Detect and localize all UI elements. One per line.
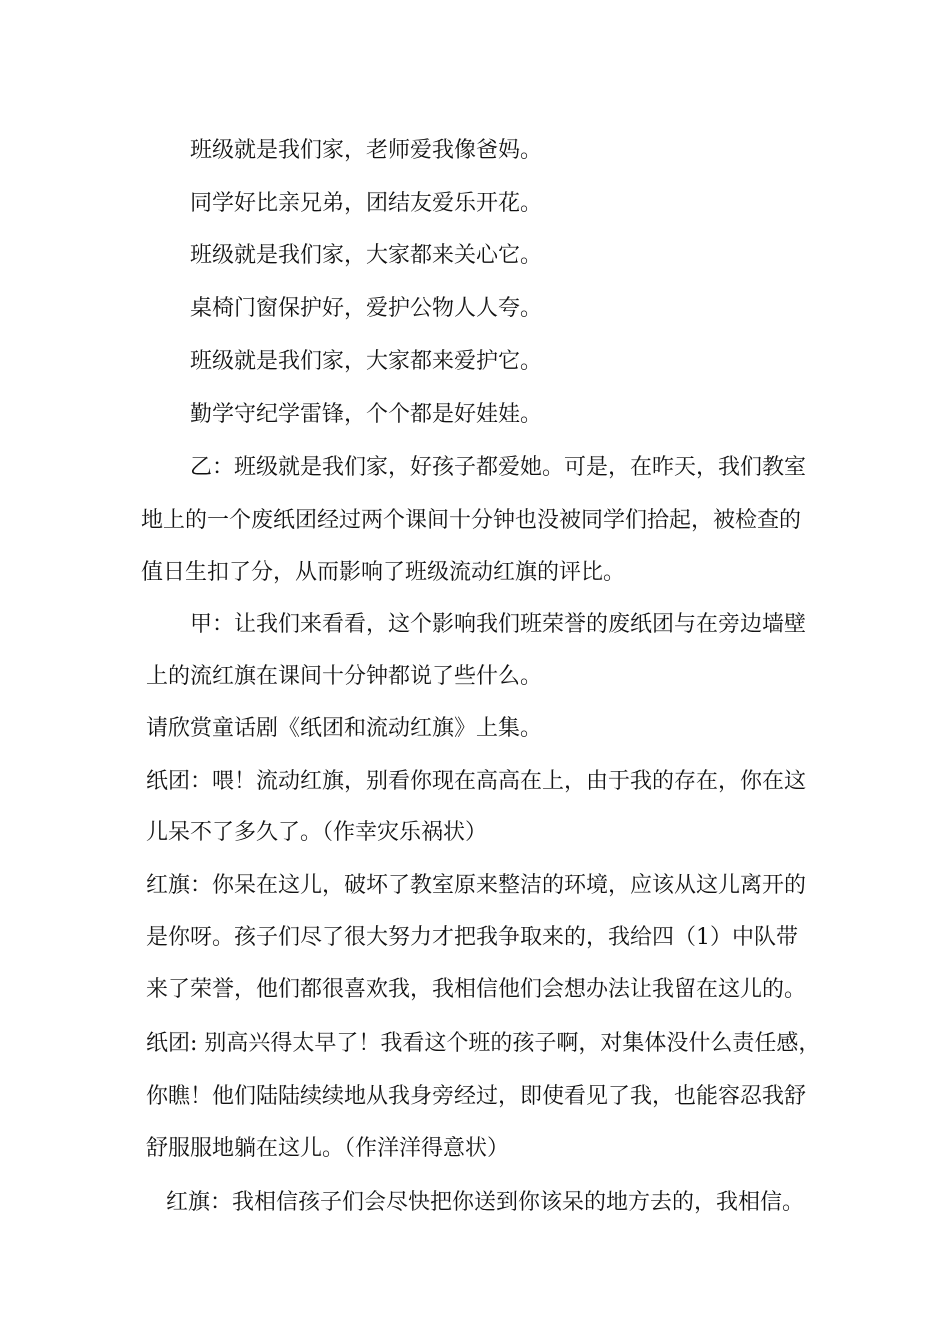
zhituan-line-2: 儿呆不了多久了。（作幸灾乐祸状） <box>146 820 488 845</box>
poem-line-6: 勤学守纪学雷锋，个个都是好娃娃。 <box>190 402 543 427</box>
hongqi2-line-1: 红旗：我相信孩子们会尽快把你送到你该呆的地方去的，我相信。 <box>166 1190 805 1215</box>
hongqi-line-3: 来了荣誉，他们都很喜欢我，我相信他们会想办法让我留在这儿的。 <box>146 977 807 1002</box>
zhituan2-line-3: 舒服服地躺在这儿。（作洋洋得意状） <box>146 1136 510 1161</box>
zhituan2-line-1: 纸团: 别高兴得太早了！我看这个班的孩子啊，对集体没什么责任感， <box>146 1031 821 1056</box>
poem-line-1: 班级就是我们家，老师爱我像爸妈。 <box>190 138 543 163</box>
poem-line-4: 桌椅门窗保护好，爱护公物人人夸。 <box>190 296 543 321</box>
paragraph-yi-line-3: 值日生扣了分，从而影响了班级流动红旗的评比。 <box>141 560 626 585</box>
hongqi-line-2: 是你呀。孩子们尽了很大努力才把我争取来的，我给四（1）中队带 <box>146 925 798 950</box>
paragraph-jia-line-2: 上的流红旗在课间十分钟都说了些什么。 <box>146 664 543 689</box>
paragraph-yi-line-2: 地上的一个废纸团经过两个课间十分钟也没被同学们拾起，被检查的 <box>141 508 802 533</box>
paragraph-jia-line-1: 甲：让我们来看看，这个影响我们班荣誉的废纸团与在旁边墙壁 <box>190 612 807 637</box>
zhituan-line-1: 纸团：喂！流动红旗，别看你现在高高在上，由于我的存在，你在这 <box>146 769 807 794</box>
poem-line-5: 班级就是我们家，大家都来爱护它。 <box>190 349 543 374</box>
paragraph-yi-line-1: 乙：班级就是我们家，好孩子都爱她。可是，在昨天，我们教室 <box>190 455 807 480</box>
play-intro-line: 请欣赏童话剧《纸团和流动红旗》上集。 <box>146 716 543 741</box>
zhituan2-line-2: 你瞧！他们陆陆续续地从我身旁经过，即使看见了我，也能容忍我舒 <box>146 1084 807 1109</box>
poem-line-3: 班级就是我们家，大家都来关心它。 <box>190 243 543 268</box>
hongqi-line-1: 红旗：你呆在这儿，破坏了教室原来整洁的环境，应该从这儿离开的 <box>146 873 807 898</box>
poem-line-2: 同学好比亲兄弟，团结友爱乐开花。 <box>190 191 543 216</box>
